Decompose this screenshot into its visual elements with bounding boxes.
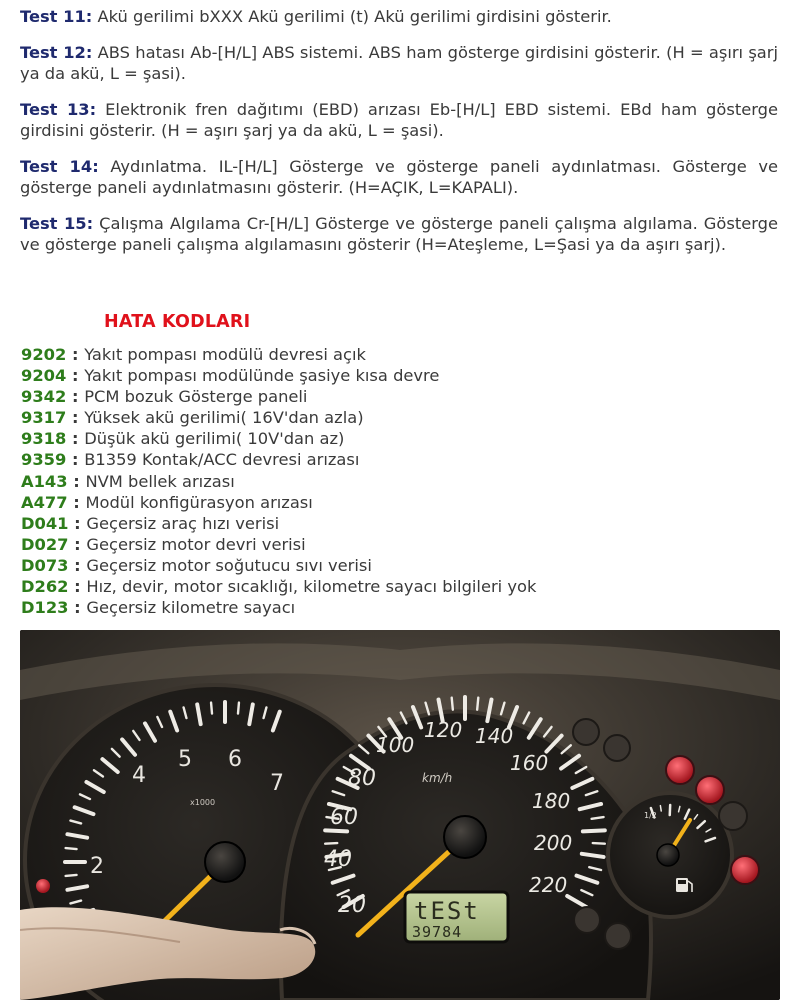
code-separator: : <box>66 429 85 449</box>
error-code: D041 <box>21 513 69 533</box>
test-label: Test 14: <box>20 157 99 176</box>
test-item <box>20 6 778 27</box>
error-code: D027 <box>21 534 69 554</box>
speed-label: 200 <box>534 831 573 855</box>
error-code: 9204 <box>21 366 67 386</box>
error-code-row <box>21 344 536 365</box>
error-description: Hız, devir, motor sıcaklığı, kilometre sayacı bilgileri yok <box>86 577 537 597</box>
speed-label: 100 <box>376 733 415 757</box>
test-label: Test 12: <box>20 43 93 62</box>
code-separator: : <box>66 387 85 407</box>
code-separator: : <box>67 492 86 512</box>
test-label: Test 15: <box>20 214 94 233</box>
tach-label: 5 <box>178 747 192 772</box>
instrument-cluster-illustration <box>20 630 780 1000</box>
test-text: Aydınlatma. IL-[H/L] Gösterge ve gösterge paneli aydınlatması. Gösterge ve gösterge paneli aydınlatmasını gösterir. (H=AÇIK, L=KAPALI). <box>20 157 778 197</box>
tach-warning-light <box>36 879 50 893</box>
speed-label: 80 <box>348 766 376 791</box>
error-description: Düşük akü gerilimi( 10V'dan az) <box>84 429 345 449</box>
dial-tick <box>583 830 605 831</box>
speed-label: 180 <box>532 789 571 813</box>
tach-label: 2 <box>90 854 104 879</box>
dial-tick <box>325 843 337 844</box>
error-code: 9317 <box>21 408 67 428</box>
tach-label: 4 <box>132 763 146 788</box>
error-code: D123 <box>21 598 69 618</box>
error-code: 9202 <box>21 345 67 364</box>
code-separator: : <box>67 471 86 491</box>
dial-tick <box>238 703 239 714</box>
dial-tick <box>593 843 605 844</box>
error-description: NVM bellek arızası <box>85 471 235 491</box>
error-code: D262 <box>21 577 69 597</box>
error-code-row <box>21 471 536 492</box>
speed-label: 140 <box>475 724 514 748</box>
fuel-half-label: 1/2 <box>644 811 657 820</box>
dial-tick <box>211 703 212 714</box>
error-description: Geçersiz kilometre sayacı <box>86 598 296 618</box>
code-separator: : <box>66 345 85 364</box>
speed-label: 20 <box>338 893 366 918</box>
test-descriptions <box>20 6 778 270</box>
error-code: D073 <box>21 555 69 575</box>
error-code-row <box>21 513 536 534</box>
code-separator: : <box>68 513 87 533</box>
test-item <box>20 42 778 84</box>
error-description: Geçersiz motor devri verisi <box>86 534 306 554</box>
error-description: Yüksek akü gerilimi( 16V'dan azla) <box>84 408 364 428</box>
error-code-row <box>21 407 536 428</box>
error-code-row <box>21 386 536 407</box>
error-description: Yakıt pompası modülünde şasiye kısa devre <box>84 366 440 386</box>
test-label: Test 11: <box>20 7 93 26</box>
error-code-list <box>21 344 536 618</box>
code-separator: : <box>68 577 87 597</box>
code-separator: : <box>68 534 87 554</box>
error-description: Geçersiz motor soğutucu sıvı verisi <box>86 555 372 575</box>
code-separator: : <box>68 555 87 575</box>
test-text: Çalışma Algılama Cr-[H/L] Gösterge ve gösterge paneli çalışma algılama. Gösterge ve gösterge paneli çalışma algılamasını gösterir (H=Ateşleme, L=Şasi ya da aşırı şarj). <box>20 214 779 254</box>
error-description: Modül konfigürasyon arızası <box>85 492 313 512</box>
error-code-row <box>21 534 536 555</box>
tach-label: 6 <box>228 747 242 772</box>
tachometer-hub <box>205 842 245 882</box>
dial-tick <box>592 817 604 819</box>
error-code: 9342 <box>21 387 67 407</box>
speed-label: 220 <box>529 873 568 897</box>
test-label: Test 13: <box>20 100 97 119</box>
code-separator: : <box>66 366 85 386</box>
error-code-row <box>21 428 536 449</box>
speed-label: 60 <box>330 805 358 830</box>
dial-tick <box>325 830 347 831</box>
error-code-row <box>21 449 536 470</box>
speedometer-hub <box>444 816 486 858</box>
error-code-row <box>21 576 536 597</box>
odometer-display <box>405 892 508 942</box>
fuel-gauge <box>608 793 732 917</box>
test-item <box>20 213 778 255</box>
speed-label: 40 <box>324 847 352 872</box>
error-code: 9318 <box>21 429 67 449</box>
error-code-row <box>21 555 536 576</box>
speed-label: 160 <box>510 751 549 775</box>
error-code-row <box>21 365 536 386</box>
code-separator: : <box>68 598 87 618</box>
tach-unit: x1000 <box>190 798 216 807</box>
test-item <box>20 99 778 141</box>
dial-tick <box>66 848 77 849</box>
error-description: Yakıt pompası modülü devresi açık <box>84 345 366 364</box>
test-text: Akü gerilimi bXXX Akü gerilimi (t) Akü gerilimi girdisini gösterir. <box>97 7 612 26</box>
error-description: Geçersiz araç hızı verisi <box>86 513 280 533</box>
error-code-row <box>21 597 536 618</box>
dial-tick <box>477 698 478 710</box>
test-text: Elektronik fren dağıtımı (EBD) arızası Eb-[H/L] EBD sistemi. EBd ham gösterge girdisini gösterir. (H = aşırı şarj ya da akü, L = şasi). <box>20 100 778 140</box>
code-separator: : <box>66 450 85 470</box>
error-code: 9359 <box>21 450 67 470</box>
error-description: PCM bozuk Gösterge paneli <box>84 387 308 407</box>
display-odometer-value: 39784 <box>412 923 463 941</box>
error-code-row <box>21 492 536 513</box>
code-separator: : <box>66 408 85 428</box>
dial-tick <box>66 875 77 876</box>
instrument-cluster-photo <box>20 630 780 1000</box>
dial-tick <box>452 698 453 710</box>
speed-label: 120 <box>424 718 463 742</box>
section-title: HATA KODLARI <box>104 312 251 332</box>
tach-label: 7 <box>270 771 284 796</box>
test-text: ABS hatası Ab-[H/L] ABS sistemi. ABS ham gösterge girdisini gösterir. (H = aşırı şarj ya da akü, L = şasi). <box>20 43 778 83</box>
error-description: B1359 Kontak/ACC devresi arızası <box>84 450 360 470</box>
speed-unit: km/h <box>422 771 453 785</box>
display-test-text: tESt <box>414 897 480 925</box>
dial-tick <box>660 806 661 811</box>
error-code: A143 <box>21 471 68 491</box>
test-item <box>20 156 778 198</box>
error-code: A477 <box>21 492 68 512</box>
fuel-hub <box>657 844 679 866</box>
